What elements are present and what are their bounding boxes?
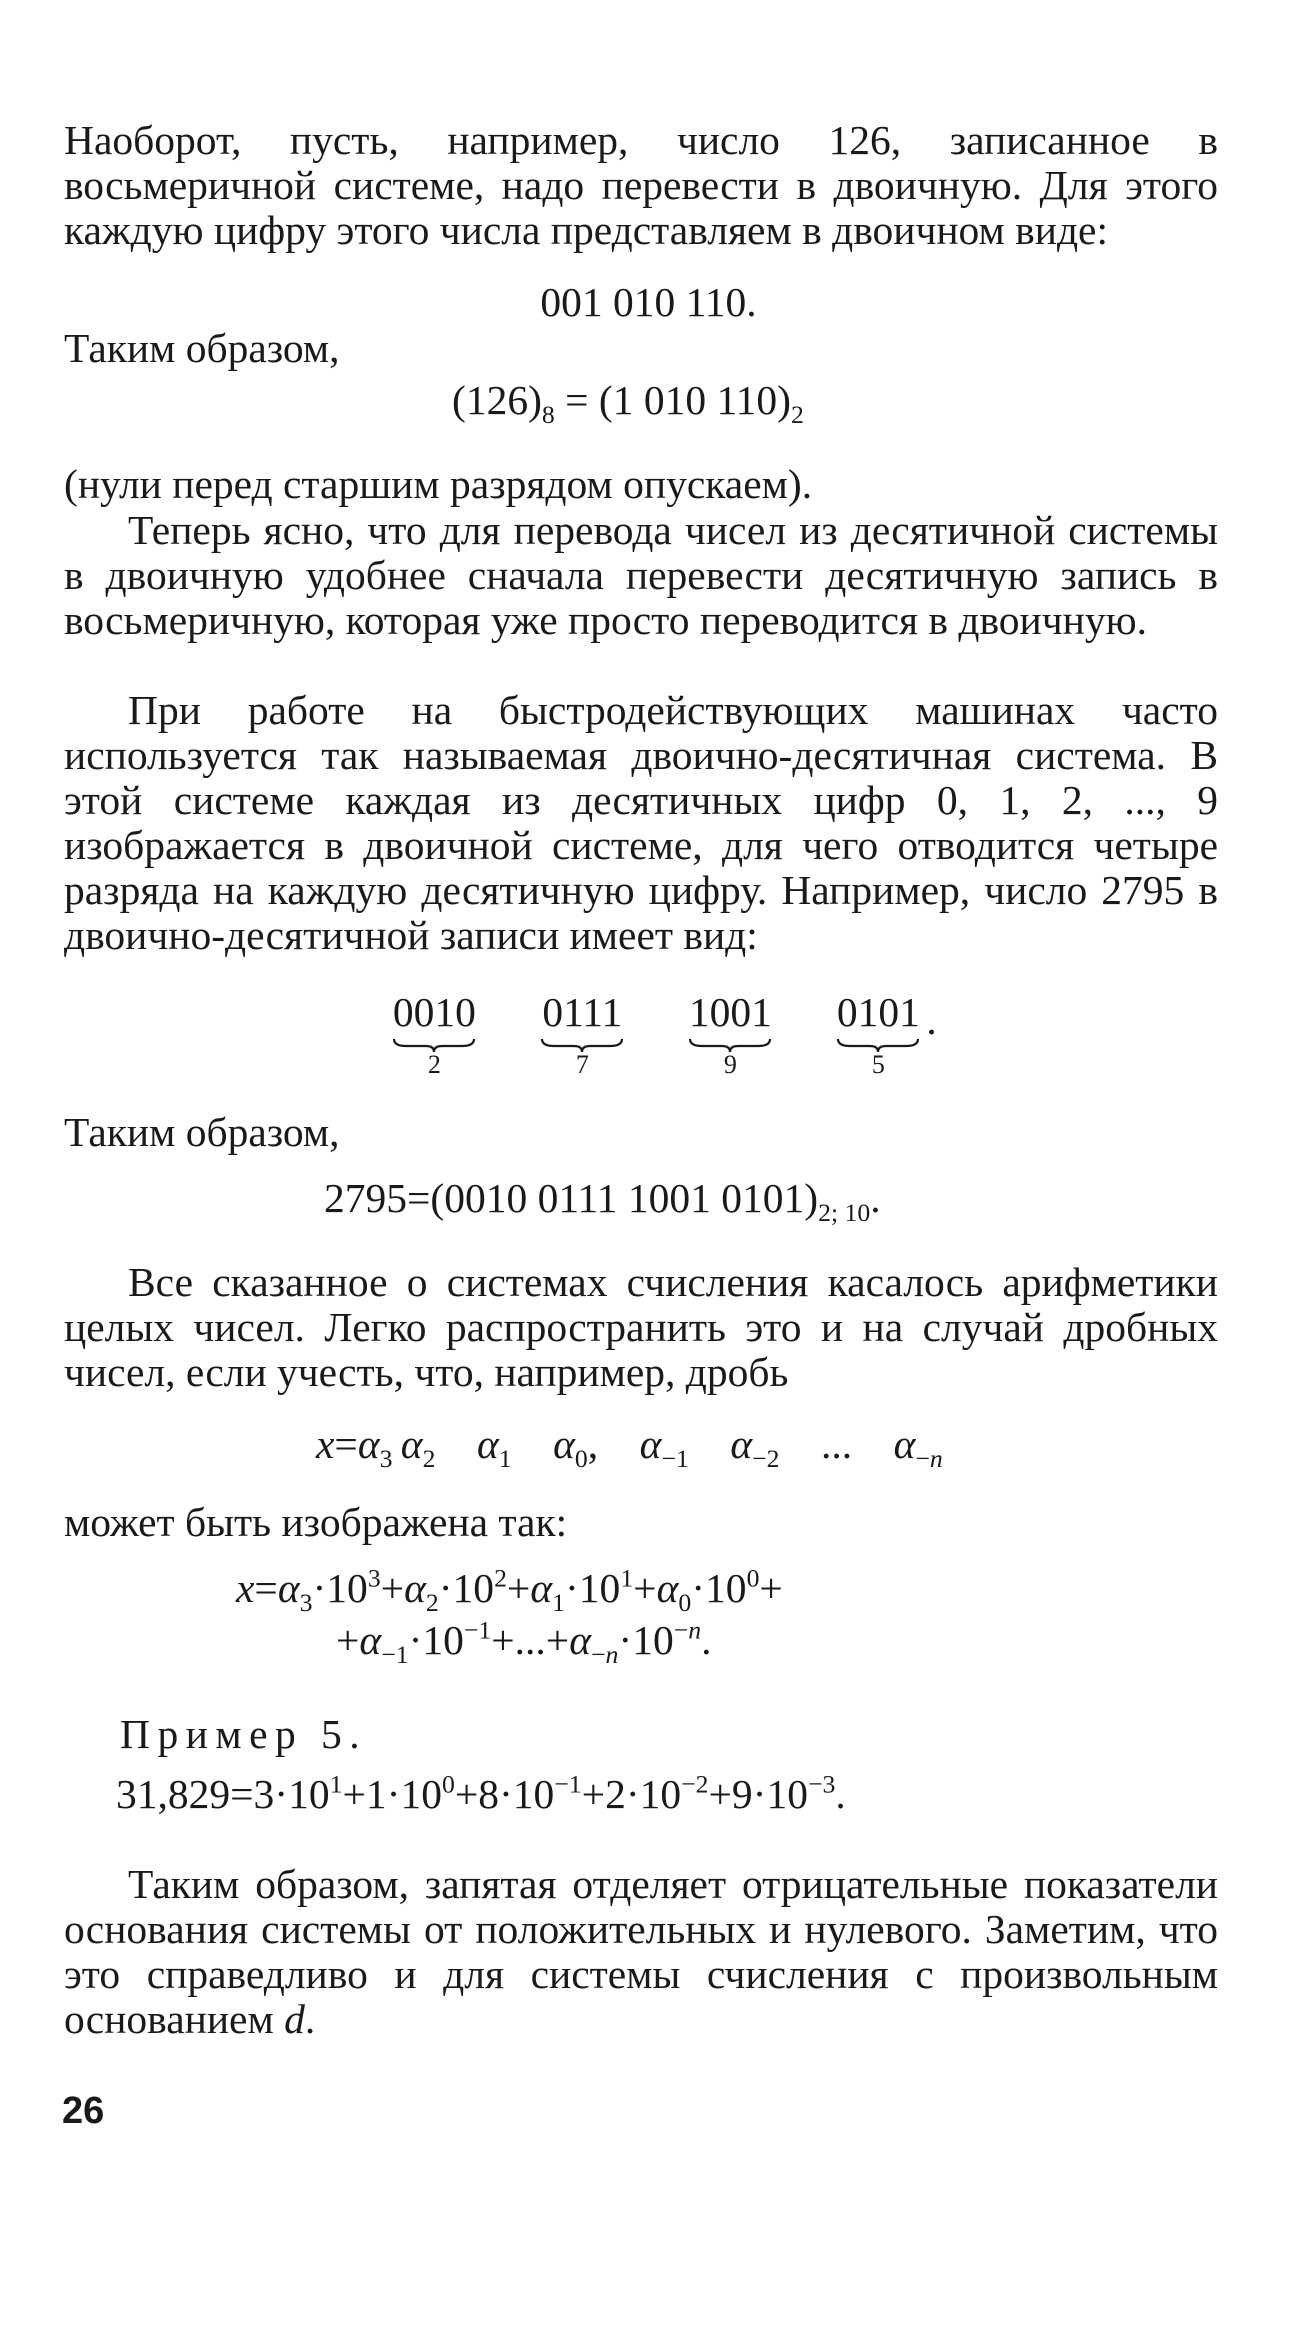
formula-part: = <box>407 1175 431 1221</box>
bcd-bits: 0101 <box>836 989 920 1035</box>
formula-part: 2795 <box>324 1175 407 1221</box>
bcd-representation <box>0 990 1297 1079</box>
base-symbol: d <box>284 1996 305 2042</box>
bcd-group <box>392 990 476 1079</box>
paragraph-lead-thus-1: Таким образом, <box>64 325 340 371</box>
bcd-digit: 2 <box>427 1050 441 1079</box>
formula-part: (1 010 110) <box>598 377 792 423</box>
formula-part: = <box>565 377 589 423</box>
formula-part: (0010 0111 1001 0101) <box>430 1175 819 1221</box>
bcd-bits: 0010 <box>392 989 476 1035</box>
paragraph-fractional-numbers: Все сказанное о системах счисления касалось арифметики целых чисел. Легко распространить это и на случай дробных чисел, если учесть, что, например, дробь <box>64 1259 1218 1395</box>
paragraph-can-be-written: может быть изображена так: <box>64 1499 568 1545</box>
bcd-group <box>836 990 920 1079</box>
bcd-group <box>540 990 624 1079</box>
formula-subscript: 2 <box>791 400 804 429</box>
formula-part: . <box>870 1175 881 1221</box>
formula-octal-to-binary <box>452 377 804 429</box>
formula-fraction-digits: $x=\alpha_3$ $\alpha_2$ $\alpha_1$ $\alpha_0$, $\alpha_{-1}$ $\alpha_{-2}$ ... $\alpha_{-n}$ <box>316 1421 943 1473</box>
bcd-bits: 1001 <box>688 989 772 1035</box>
paragraph-decimal-via-octal: Теперь ясно, что для перевода чисел из десятичной системы в двоичную удобнее сначала перевести десятичную запись в восьмеричную, которая уже просто переводится в двоичную. <box>64 507 1218 643</box>
example-label: Пример 5. <box>120 1711 368 1757</box>
formula-part: (126) <box>452 377 542 423</box>
page-number: 26 <box>62 2090 105 2132</box>
bcd-digit: 7 <box>575 1050 589 1079</box>
formula-positional-expansion-line-1: $x=\alpha_3\cdot 10^3+\alpha_2\cdot 10^2+\alpha_1\cdot 10^1+\alpha_0\cdot 10^0+$ <box>236 1563 783 1617</box>
formula-subscript: 2; 10 <box>818 1198 871 1227</box>
paragraph-octal-to-binary: Наоборот, пусть, например, число 126, записанное в восьмеричной системе, надо перевести в двоичную. Для этого каждую цифру этого числа представляем в двоичном виде: <box>64 117 1218 253</box>
bcd-digit: 5 <box>871 1050 885 1079</box>
formula-bcd-equation <box>324 1175 881 1227</box>
bcd-group <box>688 990 772 1079</box>
bcd-period: . <box>926 997 937 1043</box>
bcd-digit: 9 <box>723 1050 737 1079</box>
formula-positional-expansion-line-2: $+\alpha_{-1}\cdot 10^{-1}+...+\alpha_{-n}\cdot 10^{-n}$. <box>336 1615 712 1669</box>
paragraph-text: Таким образом, запятая отделяет отрицательные показатели основания системы от положительных и нулевого. Заметим, что это справедливо и для системы счисления с произвольным основанием <box>64 1861 1218 2042</box>
paragraph-comma-separates: Таким образом, запятая отделяет отрицательные показатели основания системы от положительных и нулевого. Заметим, что это справедливо и для системы счисления с произвольным основанием d. <box>64 1861 1218 2042</box>
formula-subscript: 8 <box>541 400 555 429</box>
formula-example-5: $31,829=3\cdot 10^1+1\cdot 10^0+8\cdot 10^{-1}+2\cdot 10^{-2}+9\cdot 10^{-3}$. <box>116 1769 846 1817</box>
paragraph-leading-zeros: (нули перед старшим разрядом опускаем). <box>64 461 813 507</box>
paragraph-lead-thus-2: Таким образом, <box>64 1109 340 1155</box>
bcd-bits: 0111 <box>542 989 623 1035</box>
formula-binary-digits: 001 010 110. <box>540 279 757 325</box>
paragraph-binary-decimal-system: При работе на быстродействующих машинах часто используется так называемая двоично-десятичная система. В этой системе каждая из десятичных цифр 0, 1, 2, ..., 9 изображается в двоичной системе, для чего отводится четыре разряда на каждую десятичную цифру. Например, число 2795 в двоично-десятичной записи имеет вид: <box>64 687 1218 958</box>
